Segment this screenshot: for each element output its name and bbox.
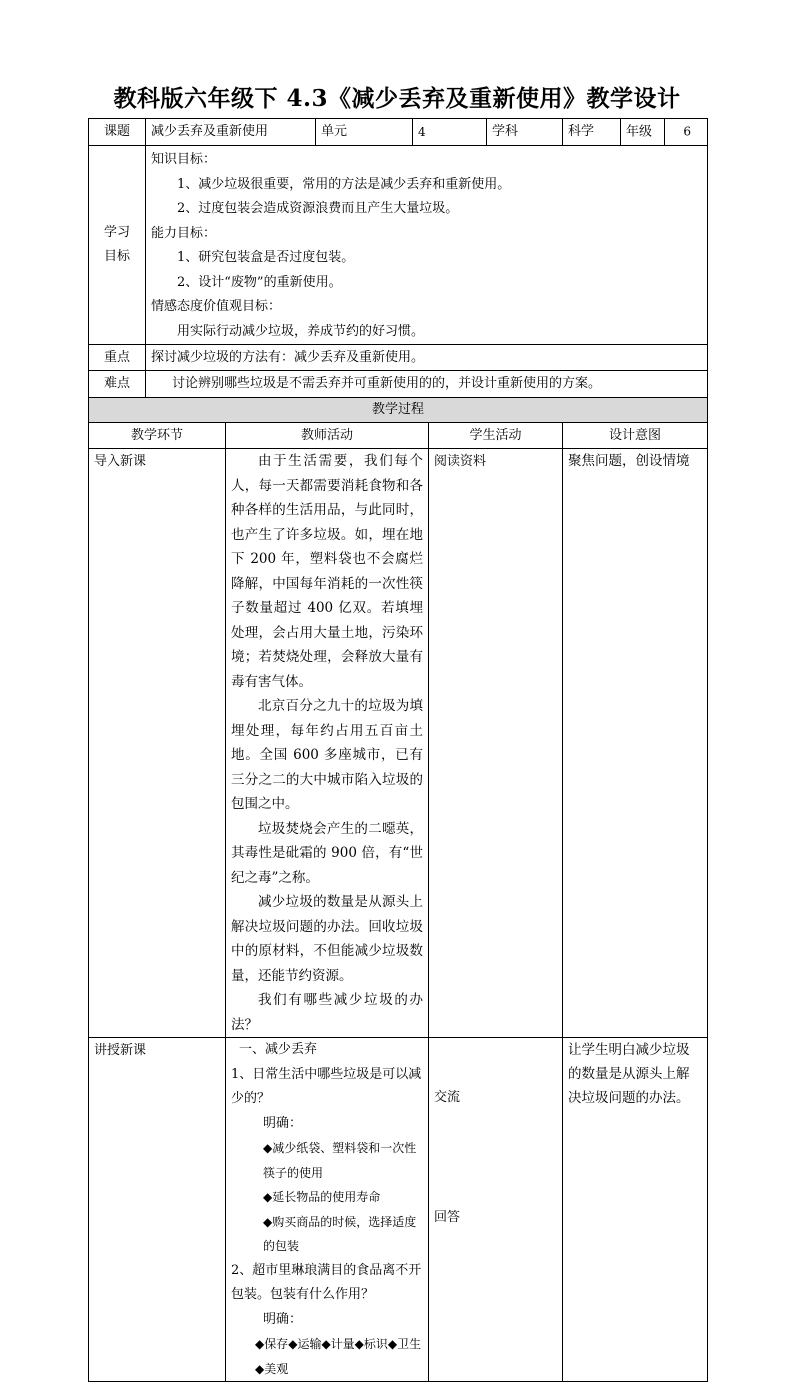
info-row [89,119,708,146]
key-point-label: 重点 [89,345,146,371]
key-point-row [89,345,708,371]
process-header-row [89,398,708,423]
subject-label: 学科 [487,119,563,146]
intro-row [89,449,708,1038]
intro-para-4: 减少垃圾的数量是从源头上解决垃圾问题的办法。回收垃圾中的原材料，不但能减少垃圾数量，还能节约资源。 [231,894,424,984]
col-stage: 教学环节 [89,423,226,449]
col-intent: 设计意图 [563,423,708,449]
teach-q1: 1、日常生活中哪些垃圾是可以减少的？ [231,1066,422,1106]
teach-clarify-2: 明确： [263,1311,303,1327]
ability-heading: 能力目标： [151,225,217,241]
document-title: 教科版六年级下 4.3《减少丢弃及重新使用》教学设计 [113,85,681,112]
process-header: 教学过程 [89,398,708,423]
ability-2: 2、设计“废物”的重新使用。 [177,274,342,290]
teach-row [89,1038,708,1382]
emotion-1: 用实际行动减少垃圾，养成节约的好习惯。 [177,323,425,339]
topic-value: 减少丢弃及重新使用 [146,119,316,146]
difficulty-label: 难点 [89,371,146,398]
grade-value: 6 [683,124,691,139]
difficulty-row [89,371,708,398]
teach-student [429,1038,563,1382]
unit-label: 单元 [316,119,413,146]
ability-1: 1、研究包装盒是否过度包装。 [177,250,355,265]
teach-intent: 让学生明白减少垃圾的数量是从源头上解决垃圾问题的办法。 [563,1038,708,1382]
teach-q2: 2、超市里琳琅满目的食品离不开包装。包装有什么作用？ [231,1262,422,1302]
teach-heading: 一、减少丢弃 [239,1042,318,1057]
topic-label: 课题 [89,119,146,146]
intro-para-3: 垃圾焚烧会产生的二噁英，其毒性是砒霜的 900 倍，有“世纪之毒”之称。 [231,820,424,886]
teach-bullet-1: ◆减少纸袋、塑料袋和一次性筷子的使用 [263,1141,417,1180]
intro-para-5: 我们有哪些减少垃圾的办法？ [231,992,424,1033]
intro-student: 阅读资料 [429,449,563,1038]
grade-cell [621,119,708,146]
subject-value: 科学 [563,119,621,146]
difficulty-text: 讨论辨别哪些垃圾是不需丢弃并可重新使用的的，并设计重新使用的方案。 [146,371,708,398]
col-student: 学生活动 [429,423,563,449]
col-teacher: 教师活动 [226,423,429,449]
teach-teacher [226,1038,429,1382]
teach-bullet-4: ◆保存◆运输◆计量◆标识◆卫生◆美观 [255,1337,422,1376]
objectives-row [89,146,708,345]
teach-bullet-3: ◆购买商品的时候，选择适度的包装 [263,1214,417,1253]
intro-teacher [226,449,429,1038]
intro-intent: 聚焦问题，创设情境 [563,449,708,1038]
objectives-label: 学习目标 [89,146,146,345]
teach-stage: 讲授新课 [89,1038,226,1382]
lesson-plan-table [88,118,708,1382]
process-columns-row [89,423,708,449]
intro-para-1: 由于生活需要，我们每个人，每一天都需要消耗食物和各种各样的生活用品，与此同时，也产生了许多垃圾。如，埋在地下 200 年，塑料袋也不会腐烂降解，中国每年消耗的一次性筷子数量超过 400 亿双。若填埋处理，会占用大量土地，污染环境；若焚烧处理，会释放大量有毒有害气体。 [231,453,424,690]
teach-student-1: 交流 [434,1090,461,1105]
emotion-heading: 情感态度价值观目标： [151,299,282,314]
knowledge-2: 2、过度包装会造成资源浪费而且产生大量垃圾。 [177,201,459,216]
knowledge-heading: 知识目标： [151,152,217,167]
teach-clarify-1: 明确： [263,1115,303,1131]
intro-stage: 导入新课 [89,449,226,1038]
intro-para-2: 北京百分之九十的垃圾为填埋处理，每年约占用五百亩土地。全国 600 多座城市，已有三分之二的大中城市陷入垃圾的包围之中。 [231,698,424,812]
objectives-content [146,146,708,345]
teach-student-2: 回答 [434,1210,461,1225]
key-point-text: 探讨减少垃圾的方法有：减少丢弃及重新使用。 [146,345,708,371]
unit-value: 4 [413,119,487,146]
teach-bullet-2: ◆延长物品的使用寿命 [263,1190,381,1204]
knowledge-1: 1、减少垃圾很重要，常用的方法是减少丢弃和重新使用。 [177,176,511,192]
grade-label: 年级 [626,124,653,140]
